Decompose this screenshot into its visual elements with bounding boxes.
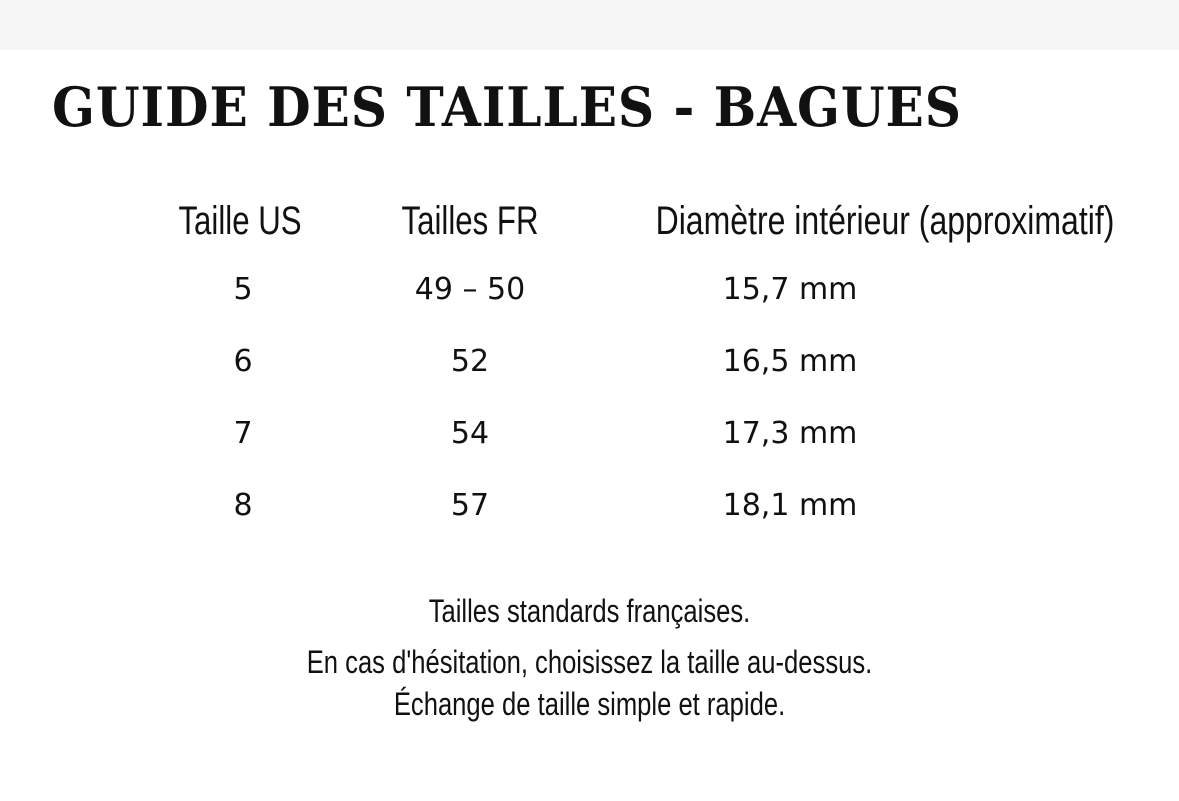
page-title: GUIDE DES TAILLES - BAGUES — [52, 75, 962, 139]
table-row — [0, 414, 1179, 454]
cell-inner-diameter: 18,1 mm — [722, 488, 858, 523]
cell-inner-diameter: 16,5 mm — [722, 344, 858, 379]
header-fr-size: Tailles FR — [401, 199, 539, 243]
header-us-size: Taille US — [178, 199, 302, 243]
table-row — [0, 486, 1179, 526]
note-line: En cas d'hésitation, choisissez la taille au-dessus. — [306, 644, 873, 680]
cell-fr-size: 57 — [450, 488, 490, 523]
header-inner-diameter: Diamètre intérieur (approximatif) — [655, 199, 1115, 243]
cell-us-size: 8 — [233, 488, 253, 523]
cell-inner-diameter: 17,3 mm — [722, 416, 858, 451]
cell-fr-size: 52 — [450, 344, 490, 379]
cell-us-size: 7 — [233, 416, 253, 451]
top-band — [0, 0, 1179, 50]
cell-us-size: 5 — [233, 272, 253, 307]
cell-inner-diameter: 15,7 mm — [722, 272, 858, 307]
note-line: Échange de taille simple et rapide. — [393, 686, 786, 722]
note-line: Tailles standards françaises. — [428, 593, 751, 629]
cell-fr-size: 49 – 50 — [414, 272, 526, 307]
table-row — [0, 270, 1179, 310]
cell-us-size: 6 — [233, 344, 253, 379]
cell-fr-size: 54 — [450, 416, 490, 451]
table-row — [0, 342, 1179, 382]
